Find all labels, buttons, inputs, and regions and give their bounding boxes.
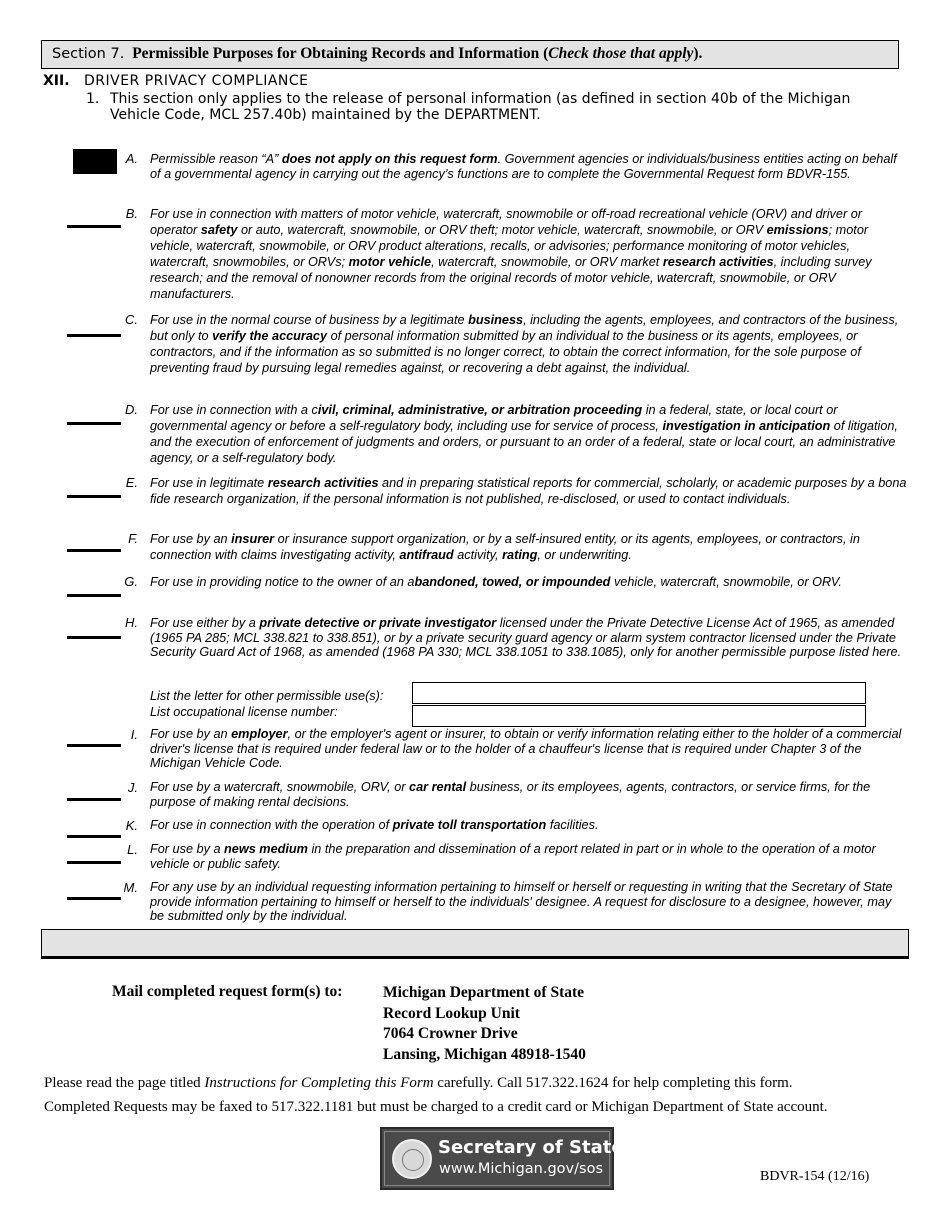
section-header (41, 40, 899, 69)
item-text-d: For use in connection with a civil, criminal, administrative, or arbitration proceeding in a federal, state, or local court or governmental agency or before a self-regulatory body, including use for service of process, investigation in anticipation of litigation, and the execution of enforcement of judgments and orders, or pursuant to an order of a federal, state or local court, an administrative agency, or a self-regulatory body. (150, 403, 898, 465)
section-note: Check those that apply (548, 45, 694, 62)
logo-url: www.Michigan.gov/sos (439, 1161, 603, 1177)
item-letter: H. (125, 615, 138, 630)
address-line: 7064 Crowner Drive (383, 1025, 518, 1042)
item-text-h: For use either by a private detective or private investigator licensed under the Private Detective License Act of 1965, as amended (1965 PA 285; MCL 338.821 to 338.851), or by a private security guard agency or alarm system contractor licensed under the Private Security Guard Act of 1968, as amended (1968 PA 330; MCL 338.1051 to 338.1085), only for another permissible purpose listed here. (150, 616, 902, 659)
address-line: Michigan Department of State (383, 984, 585, 1001)
checkbox-a-blocked (73, 149, 117, 174)
other-letters-label: List the letter for other permissible use(s): (150, 689, 384, 703)
instructions-note: Please read the page titled Instructions for Completing this Form carefully. Call 517.322.1624 for help completing this form. (44, 1075, 793, 1091)
section-footer-bar (41, 929, 909, 959)
checkbox-k[interactable] (67, 835, 121, 838)
address-line: Record Lookup Unit (383, 1004, 520, 1022)
mail-address (383, 983, 586, 1065)
checkbox-d[interactable] (67, 422, 121, 425)
item-text-l: For use by a news medium in the preparation and dissemination of a report related in part or in whole to the operation of a motor vehicle or public safety. (150, 842, 876, 871)
item-text-a: Permissible reason “A” does not apply on this request form. Government agencies or individuals/business entities acting on behalf of a governmental agency in carrying out the agency’s functions are to complete the Governmental Request form BDVR-155. (150, 152, 897, 181)
item-text-m: For any use by an individual requesting information pertaining to himself or herself or requesting in writing that the Secretary of State provide information pertaining to himself or herself to the individuals' designee. A request for disclosure to a designee, however, may be submitted only by the individual. (150, 880, 893, 923)
logo-title: Secretary of State (438, 1137, 624, 1158)
checkbox-g[interactable] (67, 594, 121, 597)
state-seal-icon (392, 1139, 432, 1179)
section-number: Section 7. (52, 46, 125, 62)
item-letter: M. (123, 880, 138, 895)
checkbox-m[interactable] (67, 897, 121, 900)
mail-label: Mail completed request form(s) to: (112, 983, 343, 1000)
item-letter: A. (125, 151, 138, 166)
instructions-title: Instructions for Completing this Form (204, 1075, 434, 1091)
item-letter: C. (125, 312, 138, 327)
part-title: DRIVER PRIVACY COMPLIANCE (84, 73, 309, 89)
license-number-input[interactable] (412, 705, 866, 727)
checkbox-b[interactable] (67, 225, 121, 228)
item-letter: B. (125, 206, 138, 221)
item-text-e: For use in legitimate research activities and in preparing statistical reports for commercial, scholarly, or academic purposes by a bona fide research organization, if the personal information is not published, re-disclosed, or used to contact individuals. (150, 476, 907, 506)
other-letters-input[interactable] (412, 682, 866, 704)
checkbox-i[interactable] (67, 744, 121, 747)
intro-number: 1. (86, 91, 100, 107)
checkbox-e[interactable] (67, 495, 121, 498)
item-letter: L. (127, 842, 138, 857)
form-id: BDVR-154 (12/16) (760, 1169, 870, 1184)
intro-text: This section only applies to the release of personal information (as defined in section 40b of the Michigan Vehicle Code, MCL 257.40b) maintained by the DEPARTMENT. (110, 91, 851, 123)
item-letter: G. (124, 574, 138, 589)
item-text-j: For use by a watercraft, snowmobile, ORV, or car rental business, or its employees, agents, contractors, or service firms, for the purpose of making rental decisions. (150, 780, 871, 809)
item-letter: E. (125, 475, 138, 490)
item-letter: K. (125, 818, 138, 833)
item-letter: F. (128, 531, 138, 546)
item-text-g: For use in providing notice to the owner of an abandoned, towed, or impounded vehicle, watercraft, snowmobile, or ORV. (150, 575, 842, 589)
checkbox-f[interactable] (67, 549, 121, 552)
item-text-c: For use in the normal course of business by a legitimate business, including the agents, employees, and contractors of the business, but only to verify the accuracy of personal information submitted by an individual to the business or its agents, employees, or contractors, and if the information as so submitted is no longer correct, to obtain the correct information, for the sole purpose of preventing fraud by pursuing legal remedies against, or recovering a debt against, the individual. (150, 313, 899, 375)
part-number: XII. (43, 73, 70, 89)
checkbox-l[interactable] (67, 861, 121, 864)
checkbox-h[interactable] (67, 636, 121, 639)
item-text-b: For use in connection with matters of motor vehicle, watercraft, snowmobile or off-road recreational vehicle (ORV) and driver or operator safety or auto, watercraft, snowmobile, or ORV theft; motor vehicle, watercraft, snowmobile, or ORV emissions; motor vehicle, watercraft, snowmobile, or ORV product alterations, recalls, or advisories; performance monitoring of motor vehicles, watercraft, snowmobiles, or ORVs; motor vehicle, watercraft, snowmobile, or ORV market research activities, including survey research; and the removal of nonowner records from the original records of motor vehicle, watercraft, snowmobile, or ORV manufacturers. (150, 207, 872, 301)
checkbox-c[interactable] (67, 334, 121, 337)
item-text-f: For use by an insurer or insurance support organization, or by a self-insured entity, or its agents, employees, or contractors, in connection with claims investigating activity, antifraud activity, rating, or underwriting. (150, 532, 860, 562)
item-letter: I. (130, 727, 138, 742)
item-letter: D. (125, 402, 138, 417)
address-line: Lansing, Michigan 48918-1540 (383, 1045, 586, 1063)
checkbox-j[interactable] (67, 798, 121, 801)
section-title: Permissible Purposes for Obtaining Records and Information (Check those that apply). (132, 45, 703, 62)
license-number-label: List occupational license number: (150, 705, 338, 719)
item-text-k: For use in connection with the operation of private toll transportation facilities. (150, 818, 599, 832)
item-letter: J. (127, 780, 138, 795)
fax-note: Completed Requests may be faxed to 517.322.1181 but must be charged to a credit card or Michigan Department of State account. (44, 1099, 828, 1115)
item-text-i: For use by an employer, or the employer's agent or insurer, to obtain or verify information relating either to the holder of a commercial driver's license that is required under federal law or to the holder of a chauffeur's license that is required under Chapter 3 of the Michigan Vehicle Code. (150, 727, 902, 770)
secretary-of-state-logo (380, 1127, 624, 1190)
